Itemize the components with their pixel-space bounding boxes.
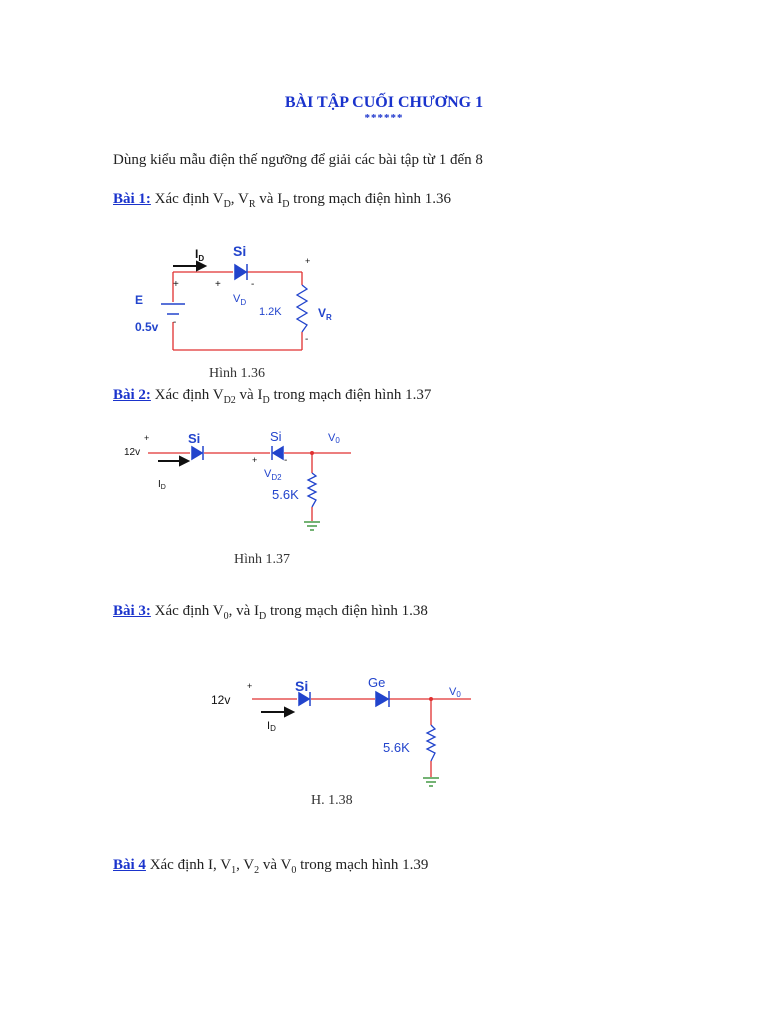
label-ev: 0.5v — [135, 320, 159, 334]
resistor-icon — [297, 285, 307, 332]
circuit-figure-1-36 — [115, 230, 355, 370]
diode-si-icon — [299, 692, 310, 706]
label-12v: 12v — [211, 693, 231, 707]
battery-icon — [161, 304, 185, 314]
label-e: E — [135, 293, 144, 307]
label-vd: $V_D$ — [233, 293, 247, 307]
svg-text:-: - — [173, 317, 177, 328]
label-vo: V0 — [449, 686, 461, 699]
svg-text:+: + — [305, 256, 311, 266]
circuit-wires — [148, 453, 351, 521]
label-id: ID — [267, 720, 276, 733]
page-title: BÀI TẬP CUỐI CHƯƠNG 1 — [284, 94, 484, 111]
svg-text:+: + — [173, 279, 179, 290]
svg-text:+: + — [247, 681, 253, 691]
label-vo: V0 — [328, 432, 340, 445]
exercise-4: Bài 4 Xác định I, $V_1$, $V_2$ và $V_0$ trong mạch hình 1.39 — [113, 857, 429, 876]
resistor-icon — [427, 725, 435, 761]
circuit-figure-1-37 — [118, 425, 368, 535]
circuit-wires — [173, 272, 302, 350]
label-si-1: Si — [188, 431, 201, 446]
svg-text:+: + — [215, 279, 221, 290]
exercise-2: Bài 2: Xác định $V_{D2}$ và $I_D$ trong mạch điện hình 1.37 — [113, 387, 432, 406]
diode-si-2-icon — [272, 446, 283, 460]
resistor-icon — [308, 473, 316, 507]
ground-icon — [304, 522, 320, 530]
svg-text:-: - — [251, 279, 255, 290]
node-dot — [310, 451, 314, 455]
label-ge: Ge — [368, 675, 386, 690]
label-vr: $V_R$ — [318, 306, 332, 322]
label-si: Si — [295, 678, 309, 694]
caption-1-37: Hình 1.37 — [234, 552, 290, 567]
svg-text:-: - — [284, 455, 288, 466]
title-stars: ****** — [364, 112, 404, 124]
diode-si-icon — [235, 264, 247, 280]
label-vd2: $V_{D2}$ — [264, 468, 282, 482]
label-id: $I_D$ — [158, 479, 166, 491]
diode-ge-icon — [376, 691, 389, 707]
exercise-4-label[interactable]: Bài 4 — [113, 857, 146, 873]
exercise-1-label[interactable]: Bài 1: — [113, 191, 151, 207]
node-dot — [429, 697, 433, 701]
ground-icon — [423, 778, 439, 786]
svg-text:+: + — [252, 455, 258, 465]
svg-text:-: - — [305, 334, 309, 345]
svg-text:+: + — [144, 433, 150, 443]
label-id: $I_D$ — [195, 247, 205, 263]
exercise-3-label[interactable]: Bài 3: — [113, 603, 151, 619]
caption-1-36: Hình 1.36 — [209, 366, 265, 381]
caption-1-38: H. 1.38 — [311, 793, 353, 808]
intro-text: Dùng kiểu mẫu điện thế ngưỡng để giải các bài tập từ 1 đến 8 — [113, 152, 483, 168]
current-arrow-icon — [261, 708, 293, 716]
label-resistor: 5.6K — [272, 487, 299, 502]
exercise-3: Bài 3: Xác định $V_0$, và $I_D$ trong mạch điện hình 1.38 — [113, 603, 428, 622]
label-resistor: 5.6K — [383, 740, 410, 755]
label-resistor: 1.2K — [259, 306, 282, 318]
label-12v: 12v — [124, 447, 141, 458]
diode-si-1-icon — [192, 446, 203, 460]
current-arrow-icon — [173, 262, 205, 270]
label-si: Si — [233, 243, 247, 259]
exercise-1: Bài 1: Xác định $V_D$, $V_R$ và $I_D$ trong mạch điện hình 1.36 — [113, 191, 452, 210]
exercise-2-label[interactable]: Bài 2: — [113, 387, 151, 403]
label-si-2: Si — [270, 429, 282, 444]
current-arrow-icon — [158, 457, 188, 465]
